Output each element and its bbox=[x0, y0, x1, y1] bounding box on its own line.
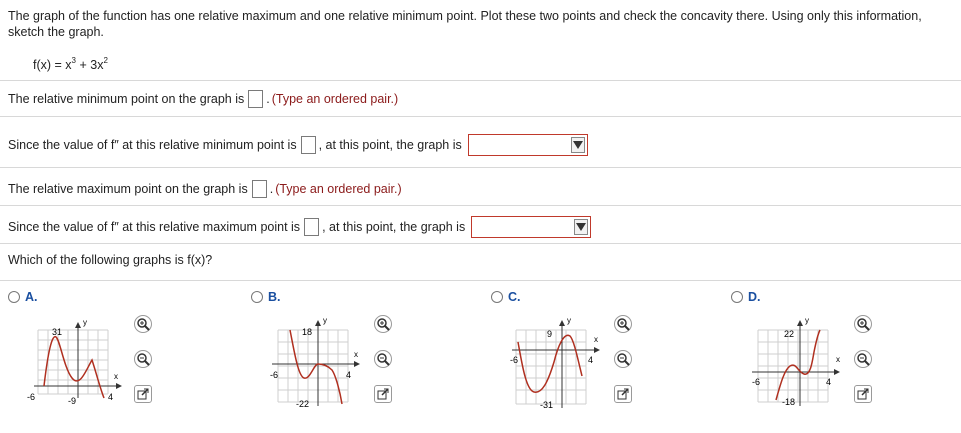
y-axis-label: y bbox=[567, 316, 571, 325]
option-b-graph bbox=[262, 312, 374, 410]
min-point-hint: (Type an ordered pair.) bbox=[271, 92, 399, 106]
y-max-label: 22 bbox=[784, 329, 795, 339]
grid bbox=[758, 330, 828, 402]
option-d-graph bbox=[742, 312, 854, 410]
x-max-label: 4 bbox=[826, 377, 832, 387]
popout-icon[interactable] bbox=[614, 385, 632, 403]
y-axis-label: y bbox=[83, 318, 87, 327]
y-min-label: -31 bbox=[540, 400, 554, 410]
zoom-in-icon[interactable] bbox=[854, 315, 872, 333]
x-min-label: -6 bbox=[510, 355, 519, 365]
y-axis-arrow bbox=[315, 320, 321, 326]
zoom-out-icon[interactable] bbox=[854, 350, 872, 368]
grid bbox=[516, 330, 586, 404]
zoom-in-icon[interactable] bbox=[374, 315, 392, 333]
x-axis-arrow bbox=[594, 347, 600, 353]
curve bbox=[44, 337, 104, 398]
question-which-graph bbox=[8, 249, 212, 271]
zoom-out-icon[interactable] bbox=[134, 350, 152, 368]
x-min-label: -6 bbox=[752, 377, 761, 387]
option-d-radio[interactable] bbox=[731, 291, 743, 303]
option-c[interactable] bbox=[491, 290, 521, 304]
min-second-derivative-box[interactable] bbox=[301, 136, 316, 154]
max-second-derivative-box[interactable] bbox=[304, 218, 319, 236]
function-definition bbox=[33, 56, 108, 72]
function-lhs: f(x) = x bbox=[33, 58, 72, 72]
zoom-in-icon[interactable] bbox=[134, 315, 152, 333]
y-max-label: 31 bbox=[52, 327, 63, 337]
question-max-concavity bbox=[8, 216, 591, 238]
max-concavity-select[interactable] bbox=[471, 216, 591, 238]
question-max-concavity-text: Since the value of f″ at this relative maximum point is bbox=[8, 220, 301, 234]
x-max-label: 4 bbox=[588, 355, 594, 365]
x-axis-label: x bbox=[354, 350, 358, 359]
popout-icon[interactable] bbox=[134, 385, 152, 403]
y-max-label: 18 bbox=[302, 327, 313, 337]
option-a-graph bbox=[26, 312, 138, 410]
divider bbox=[0, 80, 961, 81]
zoom-out-icon[interactable] bbox=[614, 350, 632, 368]
y-axis-arrow bbox=[75, 322, 81, 328]
dropdown-arrow-icon[interactable] bbox=[574, 219, 588, 235]
grid bbox=[278, 330, 348, 402]
question-max-point bbox=[8, 178, 402, 200]
x-min-label: -6 bbox=[27, 392, 36, 402]
question-min-point-after: . bbox=[266, 92, 270, 106]
question-min-concavity-text: Since the value of f″ at this relative minimum point is bbox=[8, 138, 297, 152]
y-axis-arrow bbox=[797, 320, 803, 326]
question-max-concavity-after: , at this point, the graph is bbox=[322, 220, 466, 234]
question-which-graph-text: Which of the following graphs is f(x)? bbox=[8, 253, 213, 267]
max-point-answer-box[interactable] bbox=[252, 180, 267, 198]
divider bbox=[0, 205, 961, 206]
y-min-label: -22 bbox=[296, 399, 310, 409]
question-min-concavity bbox=[8, 134, 588, 156]
question-min-concavity-after: , at this point, the graph is bbox=[318, 138, 462, 152]
function-exponent-1: 3 bbox=[71, 56, 76, 65]
question-max-point-text: The relative maximum point on the graph is bbox=[8, 182, 248, 196]
y-max-label: 9 bbox=[547, 329, 553, 339]
option-c-radio[interactable] bbox=[491, 291, 503, 303]
question-min-point bbox=[8, 88, 398, 110]
x-axis-arrow bbox=[116, 383, 122, 389]
y-min-label: -18 bbox=[782, 397, 796, 407]
option-d[interactable] bbox=[731, 290, 761, 304]
y-axis-label: y bbox=[323, 316, 327, 325]
x-axis-label: x bbox=[594, 335, 598, 344]
question-min-point-text: The relative minimum point on the graph is bbox=[8, 92, 245, 106]
divider bbox=[0, 243, 961, 244]
grid bbox=[38, 330, 108, 394]
divider bbox=[0, 167, 961, 168]
option-a-label: A. bbox=[25, 290, 38, 304]
option-a[interactable] bbox=[8, 290, 38, 304]
curve bbox=[518, 335, 582, 392]
x-max-label: 4 bbox=[346, 370, 352, 380]
function-middle: + 3x bbox=[76, 58, 104, 72]
y-axis-label: y bbox=[805, 316, 809, 325]
min-point-answer-box[interactable] bbox=[248, 90, 263, 108]
option-c-label: C. bbox=[508, 290, 521, 304]
option-b-label: B. bbox=[268, 290, 281, 304]
divider bbox=[0, 280, 961, 281]
option-b-radio[interactable] bbox=[251, 291, 263, 303]
x-axis-label: x bbox=[836, 355, 840, 364]
option-a-radio[interactable] bbox=[8, 291, 20, 303]
option-d-label: D. bbox=[748, 290, 761, 304]
zoom-in-icon[interactable] bbox=[614, 315, 632, 333]
option-b[interactable] bbox=[251, 290, 281, 304]
x-max-label: 4 bbox=[108, 392, 114, 402]
y-axis-arrow bbox=[559, 320, 565, 326]
max-point-hint: (Type an ordered pair.) bbox=[275, 182, 402, 196]
dropdown-arrow-icon[interactable] bbox=[571, 137, 585, 153]
question-intro: The graph of the function has one relative maximum and one relative minimum point. Plot these two points and check the concavity there. Using only this information, sketch the graph. bbox=[8, 9, 922, 39]
x-min-label: -6 bbox=[270, 370, 279, 380]
min-concavity-select[interactable] bbox=[468, 134, 588, 156]
popout-icon[interactable] bbox=[374, 385, 392, 403]
x-axis-arrow bbox=[354, 361, 360, 367]
y-min-label: -9 bbox=[68, 396, 77, 406]
zoom-out-icon[interactable] bbox=[374, 350, 392, 368]
popout-icon[interactable] bbox=[854, 385, 872, 403]
x-axis-label: x bbox=[114, 372, 118, 381]
divider bbox=[0, 116, 961, 117]
function-exponent-2: 2 bbox=[103, 56, 108, 65]
x-axis-arrow bbox=[834, 369, 840, 375]
question-max-point-after: . bbox=[269, 182, 274, 196]
option-c-graph bbox=[502, 312, 614, 410]
